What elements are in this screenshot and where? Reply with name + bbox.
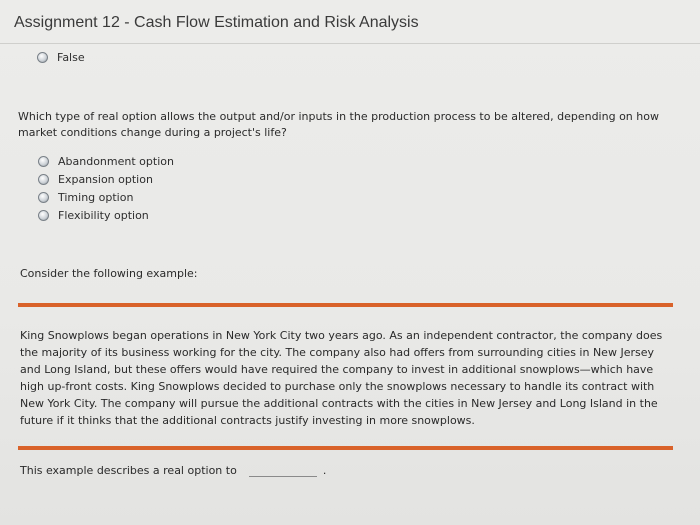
example-intro: Consider the following example:	[20, 267, 198, 280]
fill-in-prompt: This example describes a real option to	[20, 464, 237, 477]
radio-option-label: Abandonment option	[58, 155, 174, 168]
answer-dropdown[interactable]	[249, 464, 317, 477]
radio-option-label: Expansion option	[58, 173, 153, 186]
fill-in-ending: .	[322, 464, 327, 477]
fill-in-question	[20, 464, 326, 477]
radio-icon[interactable]	[38, 174, 49, 185]
radio-icon[interactable]	[38, 210, 49, 221]
page-title: Assignment 12 - Cash Flow Estimation and Risk Analysis	[14, 14, 419, 31]
radio-icon[interactable]	[38, 156, 49, 167]
radio-option-false[interactable]	[37, 51, 85, 64]
title-divider	[0, 43, 700, 44]
question-text: Which type of real option allows the output and/or inputs in the production process to be altered, depending on how market conditions change during a project's life?	[18, 110, 659, 139]
radio-option-label: Flexibility option	[58, 209, 149, 222]
radio-icon[interactable]	[37, 52, 48, 63]
radio-option-flexibility[interactable]	[38, 209, 149, 222]
example-top-rule	[18, 303, 673, 307]
radio-option-label: Timing option	[58, 191, 134, 204]
radio-option-label: False	[57, 51, 85, 64]
radio-icon[interactable]	[38, 192, 49, 203]
radio-option-timing[interactable]	[38, 191, 133, 204]
example-bottom-rule	[18, 446, 673, 450]
radio-option-expansion[interactable]	[38, 173, 153, 186]
example-text: King Snowplows began operations in New York City two years ago. As an independent contractor, the company does the majority of its business working for the city. The company also had offers from surrounding cities in New Jersey and Long Island, but these offers would have required the company to invest in additional snowplows—which have high up-front costs. King Snowplows decided to purchase only the snowplows necessary to handle its contract with New York City. The company will pursue the additional contracts with the cities in New Jersey and Long Island in the future if it thinks that the additional contracts justify investing in more snowplows.	[20, 329, 663, 427]
radio-option-abandonment[interactable]	[38, 155, 174, 168]
